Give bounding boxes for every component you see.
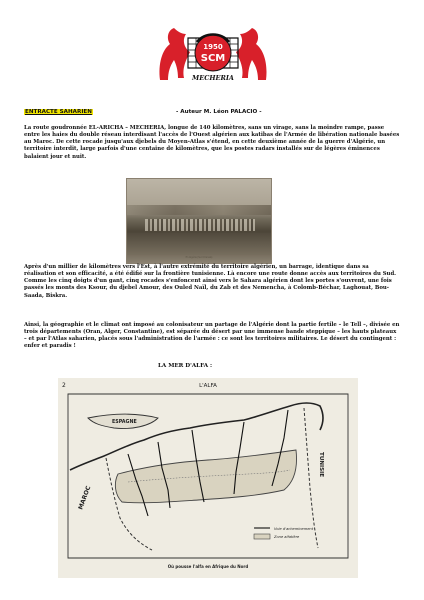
map-title: L'ALFA [199,383,217,389]
left-horse-icon [159,28,190,80]
article-header [24,109,400,119]
map-caption: Où pousse l'alfa en Afrique du Nord [167,564,249,569]
legend-zone-label: Zone alfatière [274,535,300,539]
photo-caption: En Algérie (Sud Oranais) [185,256,213,259]
crest-city: MECHERIA [192,74,234,82]
map-heading: LA MER D'ALFA : [158,363,213,369]
right-horse-icon [236,28,267,80]
crest-emblem [152,20,274,90]
landscape-photo [126,178,272,264]
paragraph-1: La route goudronnée EL-ARICHA – MECHERIA, longue de 140 kilomètres, sans un virage, sans la moindre rampe, passe entre les haies du double réseau interdisant l'accès de l'Ouest algérien aux katibas de l'Armée de libération nationale basées au Maroc. De cette rocade jusqu'aux djebels du Moyen-Atlas s'étend, en cette deuxième année de la guerre d'Algérie, un territoire interdit, large parfois d'une centaine de kilomètres, que les postes radars installés sur de légères éminences balaient jour et nuit. [24,125,400,160]
map-label-tunisia: TUNISIE [318,452,324,478]
club-logo [152,20,274,90]
map-label-morocco: MAROC [77,485,93,511]
paragraph-2: Après d'un millier de kilomètres vers l'Est, à l'autre extrémité du territoire algérien, un barrage, identique dans sa réalisation et son efficacité, a été édifié sur la frontière tunisienne. Là encore une route donne accès aux territoires du Sud. Comme les cinq doigts d'un gant, cinq rocades s'enfoncent ainsi vers le Sahara algérien dont les portes s'ouvrent, une fois passés les monts des Ksour, du djebel Amour, des Ouled Naïl, du Zab et des Nemencha, à Colomb-Béchar, Laghouat, Bou-Saada, Biskra. [24,264,397,299]
map-label-spain: ESPAGNE [112,420,137,425]
legend-route-label: Voie d'acheminement [274,527,314,531]
section-label: ENTRACTE SAHARIEN [25,109,92,115]
alfa-map [58,378,358,578]
map-page-number: 2 [62,382,66,389]
crest-initials: SCM [200,53,226,64]
crest-year: 1950 [203,43,223,51]
author-line: - Auteur M. Léon PALACIO - [176,109,262,115]
paragraph-3: Ainsi, la géographie et le climat ont imposé au colonisateur un partage de l'Algérie dont la partie fertile – le Tell –, divisée en trois départements (Oran, Alger, Constantine), est séparée du désert par une immense bande steppique – les hauts plateaux – et par l'Atlas saharien, placés sous l'administration de l'armée : ce sont les territoires militaires. Le désert du contingent : enfer et paradis ! [24,322,400,350]
